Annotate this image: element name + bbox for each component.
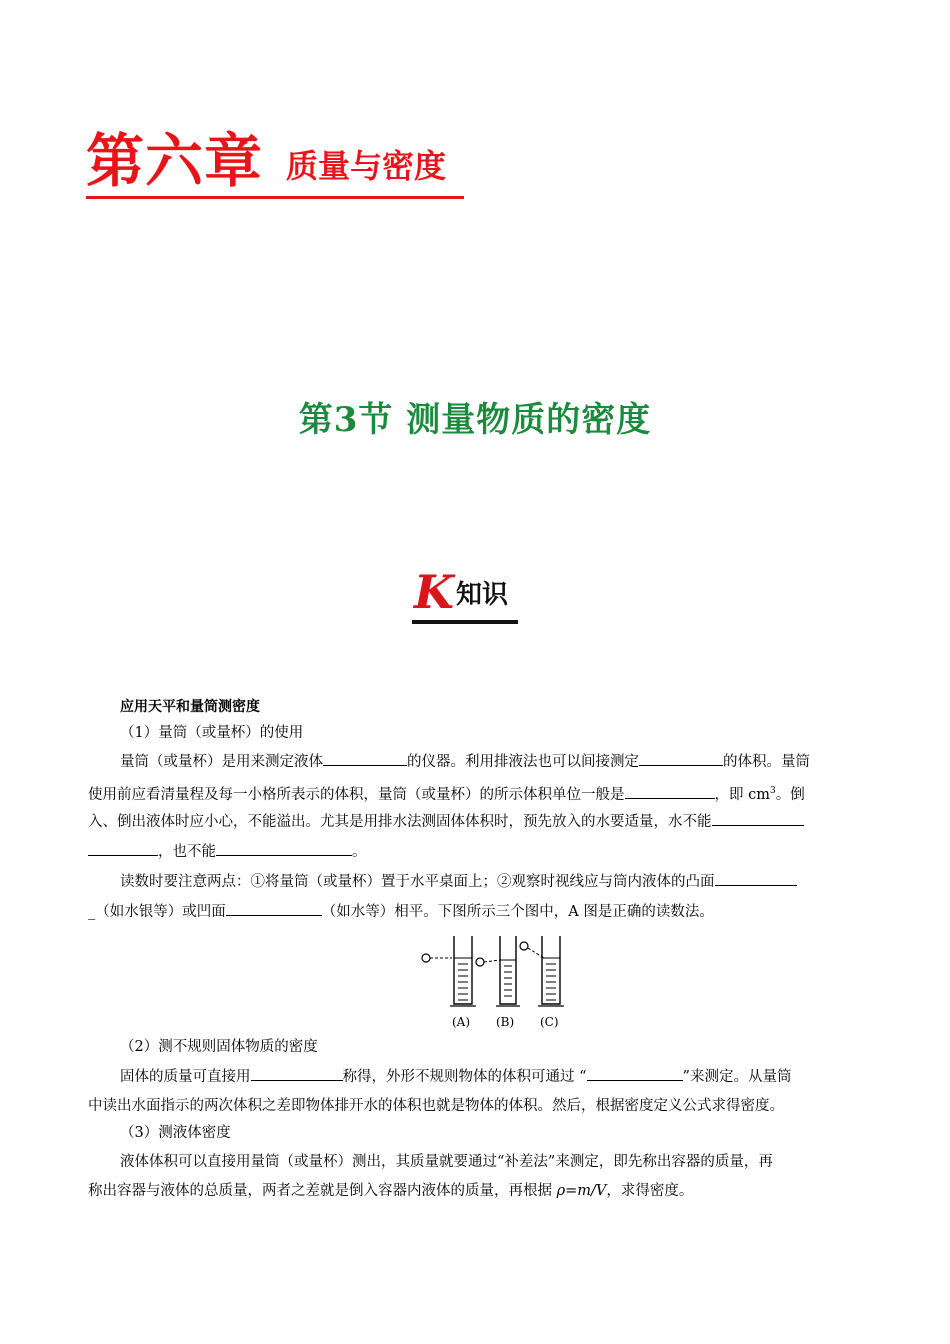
chapter-title — [86, 126, 464, 199]
fill-blank[interactable] — [88, 841, 158, 856]
fill-blank[interactable] — [625, 784, 715, 799]
subheading-3: （3）测液体密度 — [120, 1125, 231, 1141]
paragraph-line: 使用前应看清量程及每一小格所表示的体积，量筒（或量杯）的所示体积单位一般是 ，即 $cm^3$。倒 — [88, 780, 868, 806]
fill-blank[interactable] — [216, 841, 352, 856]
figure-label-c: (C) — [540, 1015, 559, 1029]
fill-blank[interactable] — [226, 901, 322, 916]
figure-label-a: (A) — [452, 1015, 471, 1029]
content-heading: 应用天平和量筒测密度 — [120, 699, 260, 715]
fill-blank[interactable] — [715, 871, 797, 886]
paragraph-line: 量筒（或量杯）是用来测定液体 的仪器。利用排液法也可以间接测定 的体积。量筒 — [88, 751, 900, 773]
paragraph-line: 称出容器与液体的总质量，两者之差就是倒入容器内液体的质量，再根据 ρ=m/V，求得密度。 — [88, 1183, 694, 1199]
fill-blank[interactable] — [323, 751, 407, 766]
chapter-number: 第六章 — [86, 127, 264, 195]
knowledge-label: 知识 — [456, 580, 509, 610]
cylinder-b — [476, 936, 520, 1006]
knowledge-k-letter: K — [414, 565, 454, 619]
paragraph-line: 中读出水面指示的两次体积之差即物体排开水的体积也就是物体的体积。然后，根据密度定义公式求得密度。 — [88, 1098, 784, 1114]
fill-blank[interactable] — [639, 751, 723, 766]
paragraph-line: ，也不能 。 — [88, 841, 868, 863]
paragraph-line: 读数时要注意两点：①将量筒（或量杯）置于水平桌面上；②观察时视线应与筒内液体的凸面 — [88, 871, 900, 893]
paragraph-line: 入、倒出液体时应小心，不能溢出。尤其是用排水法测固体体积时，预先放入的水要适量，水不能 — [88, 811, 868, 833]
subheading-1: （1）量筒（或量杯）的使用 — [120, 725, 304, 741]
cylinder-c — [520, 936, 564, 1006]
cylinder-a — [422, 936, 476, 1006]
fill-blank[interactable] — [587, 1066, 683, 1081]
density-formula: ρ=m/V — [556, 1183, 607, 1199]
paragraph-line: 固体的质量可直接用 称得，外形不规则物体的体积可通过 “ ”来测定。从量筒 — [88, 1066, 900, 1088]
figure-label-b: (B) — [496, 1015, 515, 1029]
fill-blank[interactable] — [712, 811, 804, 826]
subheading-2: （2）测不规则固体物质的密度 — [120, 1039, 318, 1055]
paragraph-line: _（如水银等）或凹面 （如水等）相平。下图所示三个图中，A 图是正确的读数法。 — [88, 901, 868, 923]
paragraph-line: 液体体积可以直接用量筒（或量杯）测出，其质量就要通过“补差法”来测定，即先称出容器的质量，再 — [120, 1154, 773, 1170]
section-title: 第3节 测量物质的密度 — [298, 400, 652, 440]
chapter-subtitle: 质量与密度 — [286, 147, 447, 185]
fill-blank[interactable] — [251, 1066, 343, 1081]
cylinder-reading-figure — [416, 934, 572, 1030]
knowledge-badge — [412, 566, 518, 624]
